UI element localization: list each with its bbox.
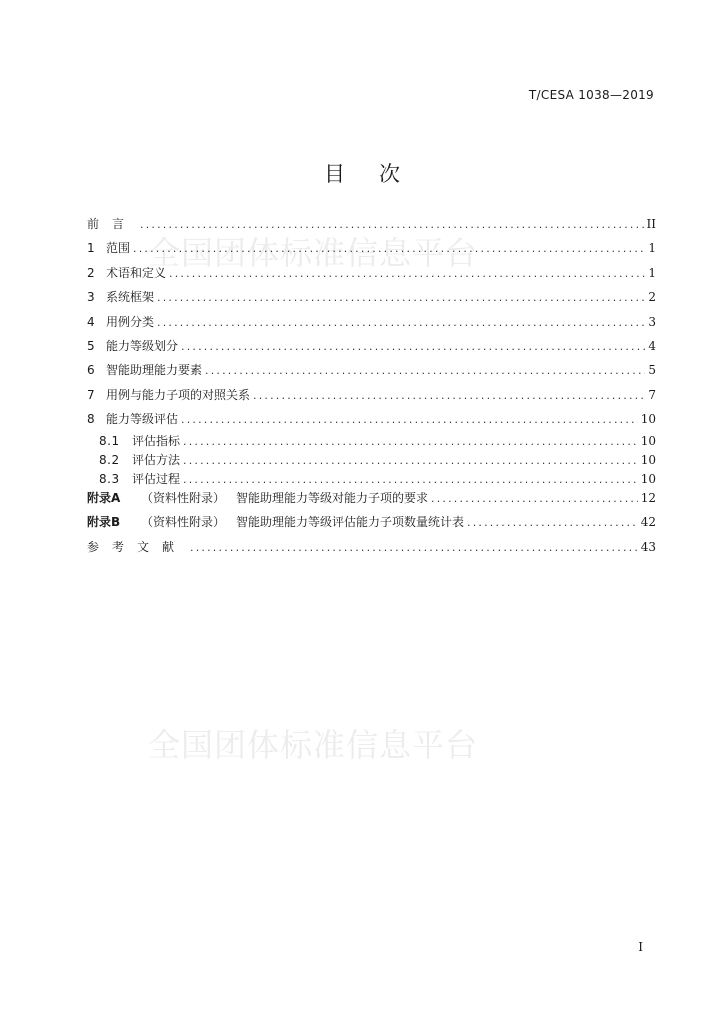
toc-page: 1 — [648, 265, 656, 280]
toc-label: 评估指标 — [132, 433, 181, 448]
leader-dots — [140, 218, 644, 231]
appendix-tag: 附录A — [87, 491, 121, 506]
toc-label: 能力等级划分 — [106, 338, 179, 353]
leader-dots — [183, 454, 638, 467]
toc-label: 前言 — [87, 217, 138, 231]
toc-page: 12 — [640, 491, 656, 506]
toc-label: 术语和定义 — [106, 265, 167, 280]
toc-entry[interactable] — [87, 239, 656, 263]
toc-label: 智能助理能力等级评估能力子项数量统计表 — [236, 515, 465, 530]
toc-page: 10 — [640, 452, 656, 467]
page-number: I — [638, 940, 643, 954]
toc-entry[interactable] — [87, 313, 656, 337]
toc-page: 43 — [640, 539, 656, 554]
toc-entry-references[interactable] — [87, 538, 656, 562]
toc-entry[interactable] — [87, 264, 656, 288]
toc-label: 智能助理能力等级对能力子项的要求 — [236, 491, 429, 506]
leader-dots — [157, 316, 645, 329]
document-code: T/CESA 1038—2019 — [528, 88, 654, 102]
toc-page: 10 — [640, 433, 656, 448]
toc-entry-foreword[interactable] — [87, 215, 656, 239]
toc-page: 3 — [648, 314, 656, 329]
toc-number: 5 — [87, 338, 95, 353]
toc-number: 3 — [87, 290, 95, 305]
toc-number: 8.3 — [99, 471, 120, 486]
toc-label: 用例与能力子项的对照关系 — [106, 387, 251, 402]
toc-page: II — [646, 217, 656, 231]
appendix-type: （资料性附录） — [141, 515, 226, 530]
leader-dots — [133, 242, 645, 255]
toc-label: 评估方法 — [132, 452, 181, 467]
toc-number: 8.1 — [99, 433, 120, 448]
toc-subentry[interactable] — [87, 451, 656, 470]
page-title: 目次 — [324, 162, 434, 186]
toc-number: 6 — [87, 363, 95, 378]
toc-entry-appendix-b[interactable] — [87, 513, 656, 537]
leader-dots — [183, 435, 638, 448]
toc-label: 用例分类 — [106, 314, 155, 329]
toc-number: 4 — [87, 314, 95, 329]
toc-label: 智能助理能力要素 — [106, 363, 203, 378]
toc-number: 8.2 — [99, 452, 120, 467]
leader-dots — [467, 516, 638, 529]
toc-page: 1 — [648, 241, 656, 256]
toc-number: 2 — [87, 265, 95, 280]
appendix-type: （资料性附录） — [141, 491, 226, 506]
toc-page: 10 — [640, 412, 656, 427]
table-of-contents — [87, 215, 656, 562]
toc-entry-appendix-a[interactable] — [87, 489, 656, 513]
toc-label: 参考文献 — [87, 539, 188, 554]
toc-page: 42 — [640, 515, 656, 530]
toc-label: 能力等级评估 — [106, 412, 179, 427]
toc-label: 范围 — [106, 241, 131, 256]
appendix-tag: 附录B — [87, 515, 121, 530]
toc-page: 5 — [648, 363, 656, 378]
leader-dots — [205, 364, 645, 377]
leader-dots — [431, 492, 638, 505]
toc-page: 4 — [648, 338, 656, 353]
toc-subentry[interactable] — [87, 432, 656, 451]
leader-dots — [181, 340, 645, 353]
toc-page: 7 — [648, 387, 656, 402]
toc-entry[interactable] — [87, 361, 656, 385]
leader-dots — [169, 267, 645, 280]
watermark: 全国团体标准信息平台 — [148, 726, 479, 764]
toc-entry[interactable] — [87, 337, 656, 361]
toc-number: 1 — [87, 241, 95, 256]
toc-page: 2 — [648, 290, 656, 305]
toc-page: 10 — [640, 471, 656, 486]
toc-number: 7 — [87, 387, 95, 402]
leader-dots — [181, 413, 638, 426]
toc-entry[interactable] — [87, 386, 656, 410]
toc-label: 评估过程 — [132, 471, 181, 486]
leader-dots — [183, 473, 638, 486]
leader-dots — [253, 389, 645, 402]
toc-subentry[interactable] — [87, 470, 656, 489]
leader-dots — [190, 541, 638, 554]
toc-number: 8 — [87, 412, 95, 427]
leader-dots — [157, 291, 645, 304]
toc-entry[interactable] — [87, 288, 656, 312]
watermark: 全国团体标准信息平台 — [148, 234, 479, 272]
toc-label: 系统框架 — [106, 290, 155, 305]
